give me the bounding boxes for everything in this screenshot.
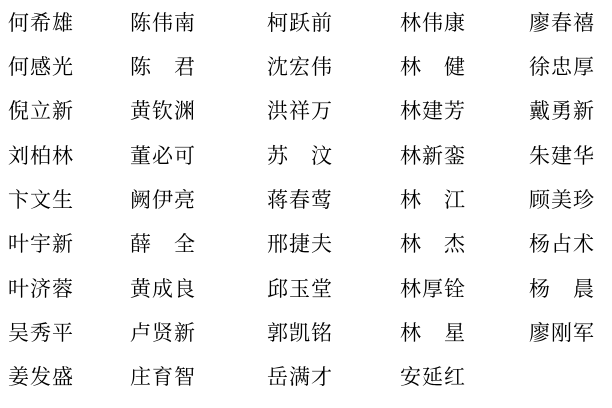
name-cell: 林 星: [400, 321, 466, 346]
name-cell: 卞文生: [8, 188, 74, 213]
name-cell: 岳满才: [267, 365, 333, 390]
name-cell: 洪祥万: [267, 99, 333, 124]
name-cell: 安延红: [400, 365, 466, 390]
name-cell: 阙伊亮: [130, 188, 196, 213]
name-cell: 蒋春莺: [267, 188, 333, 213]
name-cell: 董必可: [130, 143, 196, 168]
name-cell: 陈 君: [130, 55, 196, 80]
name-cell: 廖春禧: [529, 10, 595, 35]
name-cell: 何感光: [8, 55, 74, 80]
name-cell: 林 杰: [400, 232, 466, 257]
name-cell: 刘柏林: [8, 143, 74, 168]
name-cell: 叶济蓉: [8, 276, 74, 301]
name-cell: 郭凯铭: [267, 321, 333, 346]
name-cell: 林建芳: [400, 99, 466, 124]
name-cell: 柯跃前: [267, 10, 333, 35]
name-cell: 庄育智: [130, 365, 196, 390]
name-cell: 倪立新: [8, 99, 74, 124]
name-cell: 薛 全: [130, 232, 196, 257]
name-cell: 卢贤新: [130, 321, 196, 346]
name-cell: [529, 356, 610, 400]
name-cell: 邱玉堂: [267, 276, 333, 301]
name-cell: 林厚铨: [400, 276, 466, 301]
name-cell: 林 江: [400, 188, 466, 213]
name-cell: 沈宏伟: [267, 55, 333, 80]
name-cell: 黄钦渊: [130, 99, 196, 124]
name-cell: 林伟康: [400, 10, 466, 35]
name-cell: 顾美珍: [529, 188, 595, 213]
name-cell: 林新銮: [400, 143, 466, 168]
name-cell: 陈伟南: [130, 10, 196, 35]
name-cell: 姜发盛: [8, 365, 74, 390]
name-cell: 徐忠厚: [529, 55, 595, 80]
name-cell: 吴秀平: [8, 321, 74, 346]
name-cell: 林 健: [400, 55, 466, 80]
name-cell: 朱建华: [529, 143, 595, 168]
name-cell: 戴勇新: [529, 99, 595, 124]
name-cell: 杨 晨: [529, 276, 595, 301]
name-cell: 黄成良: [130, 276, 196, 301]
name-cell: 廖刚军: [529, 321, 595, 346]
name-cell: 叶宇新: [8, 232, 74, 257]
name-cell: 苏 汶: [267, 143, 333, 168]
name-cell: 杨占术: [529, 232, 595, 257]
name-cell: 何希雄: [8, 10, 74, 35]
name-cell: 邢捷夫: [267, 232, 333, 257]
